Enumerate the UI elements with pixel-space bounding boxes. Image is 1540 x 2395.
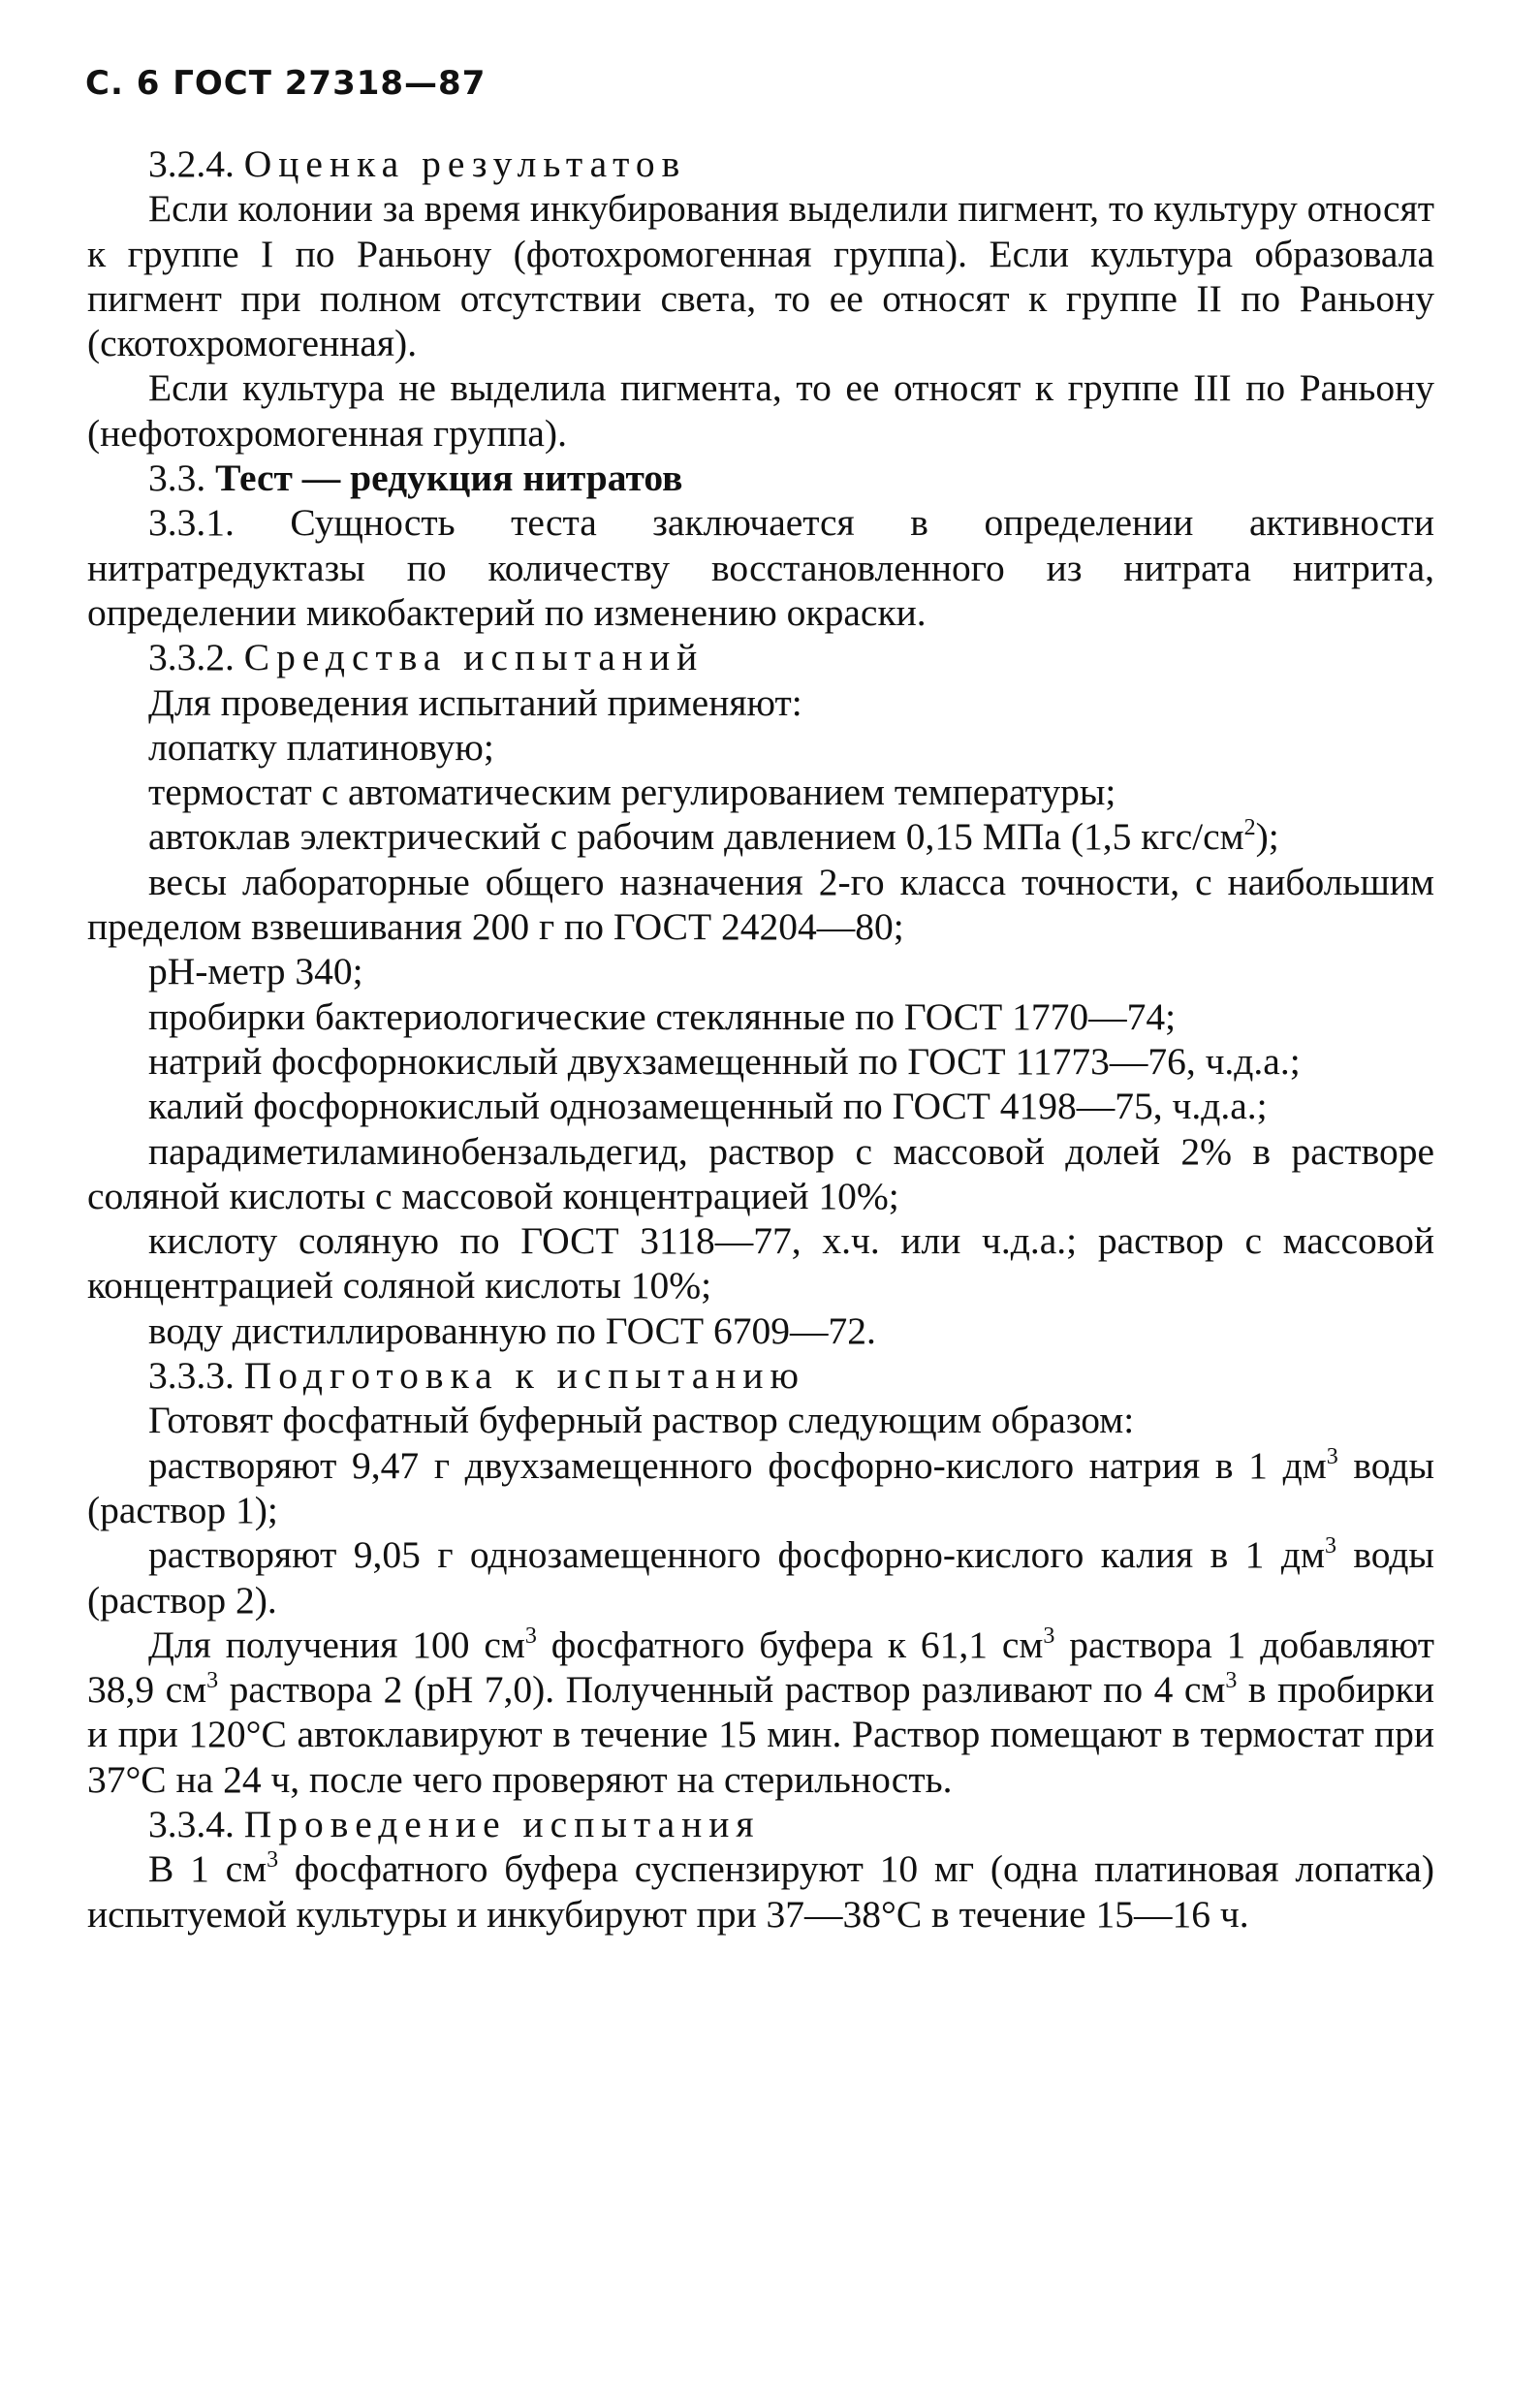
text-run: растворяют 9,05 г однозамещенного фосфорно-кислого калия в 1 дм bbox=[148, 1533, 1325, 1577]
text-run: в пробирки и при 120°С автоклавируют в течение 15 мин. Раствор помещают в термостат при 37°С на 24 ч, после чего проверяют на стерильность. bbox=[87, 1668, 1434, 1801]
list-item bbox=[87, 814, 1434, 859]
list-item: лопатку платиновую; bbox=[148, 725, 494, 769]
paragraph: Готовят фосфатный буферный раствор следующим образом: bbox=[148, 1399, 1135, 1442]
list-item: пробирки бактериологические стеклянные по ГОСТ 1770—74; bbox=[148, 994, 1177, 1038]
paragraph bbox=[87, 1846, 1434, 1937]
list-item: кислоту соляную по ГОСТ 3118—77, х.ч. или ч.д.а.; раствор с массовой концентрацией соляной кислоты 10%; bbox=[87, 1219, 1434, 1308]
section-heading-3-2-4 bbox=[87, 142, 1434, 186]
list-item: рН-метр 340; bbox=[148, 950, 363, 993]
superscript: 3 bbox=[267, 1847, 279, 1874]
superscript: 3 bbox=[1326, 1443, 1338, 1469]
section-title: Оценка результатов bbox=[243, 142, 687, 185]
superscript: 2 bbox=[1243, 815, 1256, 841]
section-number: 3.3.4. bbox=[148, 1802, 235, 1845]
section-heading-3-3 bbox=[87, 456, 1434, 500]
text-run: воды (раствор 2). bbox=[87, 1533, 1434, 1622]
superscript: 3 bbox=[1043, 1623, 1055, 1649]
text-run: ); bbox=[1255, 815, 1279, 859]
superscript: 3 bbox=[1324, 1533, 1336, 1560]
paragraph: Если колонии за время инкубирования выделили пигмент, то культуру относят к группе I по Раньону (фотохромогенная группа). Если культура образовала пигмент при полном отсутствии света, то ее относят к группе II по Раньону (скотохромогенная). bbox=[87, 187, 1434, 365]
page-header: С. 6 ГОСТ 27318—87 bbox=[85, 64, 487, 103]
list-item: натрий фосфорнокислый двухзамещенный по ГОСТ 11773—76, ч.д.а.; bbox=[148, 1039, 1301, 1083]
text-run: раствора 2 (рН 7,0). Полученный раствор разливают по 4 см bbox=[218, 1668, 1226, 1712]
section-title: Подготовка к испытанию bbox=[243, 1354, 806, 1398]
text-run: Для получения 100 см bbox=[148, 1623, 525, 1666]
list-item: термостат с автоматическим регулированием температуры; bbox=[148, 771, 1116, 814]
list-item: парадиметиламинобензальдегид, раствор с массовой долей 2% в растворе соляной кислоты с массовой концентрацией 10%; bbox=[87, 1129, 1434, 1217]
text-run: автоклав электрический с рабочим давлением 0,15 МПа (1,5 кгс/см bbox=[148, 815, 1244, 859]
section-number: 3.3.2. bbox=[148, 636, 235, 679]
section-heading-3-3-4 bbox=[87, 1802, 1434, 1846]
section-title: Проведение испытания bbox=[243, 1802, 761, 1845]
paragraph bbox=[87, 1623, 1434, 1802]
text-run: В 1 см bbox=[148, 1847, 267, 1891]
text-run: фосфатного буфера суспензируют 10 мг (одна платиновая лопатка) испытуемой культуры и инкубируют при 37—38°С в течение 15—16 ч. bbox=[87, 1847, 1434, 1936]
text-run: воды (раствор 1); bbox=[87, 1443, 1434, 1531]
section-title: Тест — редукция нитратов bbox=[215, 457, 683, 500]
text-run: фосфатного буфера к 61,1 см bbox=[536, 1623, 1044, 1666]
section-number: 3.2.4. bbox=[148, 142, 235, 185]
superscript: 3 bbox=[1225, 1668, 1238, 1694]
section-number: 3.3.3. bbox=[148, 1354, 235, 1398]
section-number: 3.3. bbox=[148, 457, 206, 500]
text-run: раствора 1 добавляют 38,9 см bbox=[87, 1623, 1434, 1712]
section-heading-3-3-2 bbox=[87, 635, 1434, 679]
paragraph: 3.3.1. Сущность теста заключается в определении активности нитратредуктазы по количеству восстановленного из нитрата нитрита, определении микобактерий по изменению окраски. bbox=[87, 501, 1434, 634]
list-item bbox=[87, 1443, 1434, 1533]
superscript: 3 bbox=[524, 1623, 537, 1649]
paragraph: Если культура не выделила пигмента, то ее относят к группе III по Раньону (нефотохромогенная группа). bbox=[87, 366, 1434, 455]
section-title: Средства испытаний bbox=[243, 636, 705, 679]
section-heading-3-3-3 bbox=[87, 1353, 1434, 1398]
list-item: воду дистиллированную по ГОСТ 6709—72. bbox=[148, 1308, 876, 1352]
document-body bbox=[87, 142, 1434, 1937]
list-item: весы лабораторные общего назначения 2-го класса точности, с наибольшим пределом взвешивания 200 г по ГОСТ 24204—80; bbox=[87, 860, 1434, 949]
list-item bbox=[87, 1532, 1434, 1623]
text-run: растворяют 9,47 г двухзамещенного фосфорно-кислого натрия в 1 дм bbox=[148, 1443, 1327, 1487]
superscript: 3 bbox=[206, 1668, 219, 1694]
list-item: калий фосфорнокислый однозамещенный по ГОСТ 4198—75, ч.д.а.; bbox=[148, 1085, 1268, 1128]
paragraph: Для проведения испытаний применяют: bbox=[148, 680, 802, 724]
